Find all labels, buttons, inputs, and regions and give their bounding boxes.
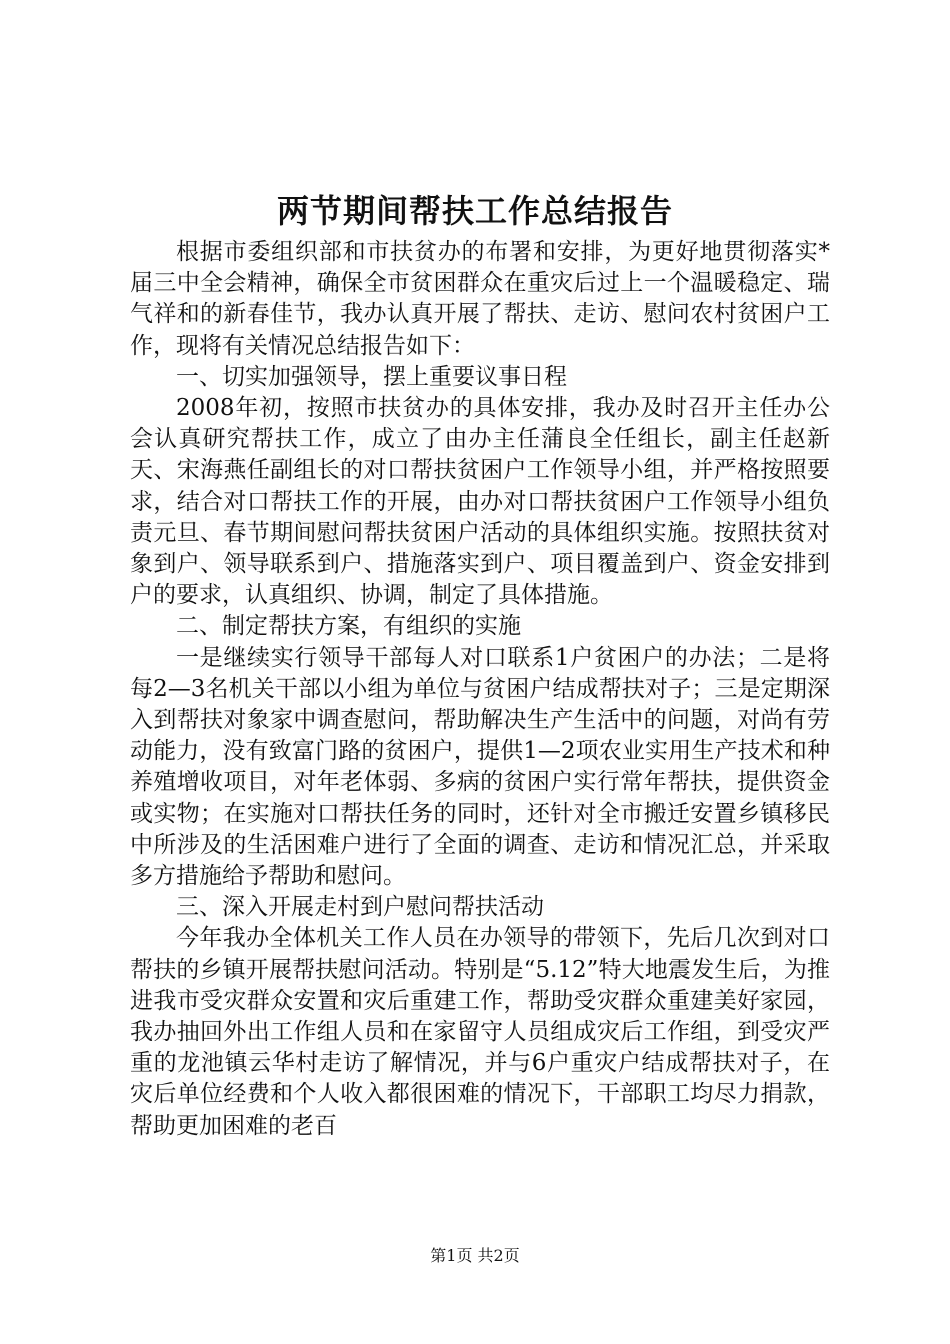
paragraph-section-3: 今年我办全体机关工作人员在办领导的带领下，先后几次到对口帮扶的乡镇开展帮扶慰问活动。特别是“5.12”特大地震发生后，为推进我市受灾群众安置和灾后重建工作，帮助受灾群众重建美好家园，我办抽回外出工作组人员和在家留守人员组成灾后工作组，到受灾严重的龙池镇云华村走访了解情况，并与6户重灾户结成帮扶对子，在灾后单位经费和个人收入都很困难的情况下，干部职工均尽力捐款，帮助更加困难的老百 bbox=[130, 925, 830, 1139]
document-title: 两节期间帮扶工作总结报告 bbox=[276, 192, 673, 230]
section-heading-2: 二、制定帮扶方案，有组织的实施 bbox=[176, 613, 521, 640]
page-number-footer: 第1页 共2页 bbox=[430, 1246, 520, 1265]
document-body bbox=[130, 237, 830, 1142]
paragraph-section-1: 2008年初，按照市扶贫办的具体安排，我办及时召开主任办公会认真研究帮扶工作，成立了由办主任蒲良全任组长，副主任赵新天、宋海燕任副组长的对口帮扶贫困户工作领导小组，并严格按照要求，结合对口帮扶工作的开展，由办对口帮扶贫困户工作领导小组负责元旦、春节期间慰问帮扶贫困户活动的具体组织实施。按照扶贫对象到户、领导联系到户、措施落实到户、项目覆盖到户、资金安排到户的要求，认真组织、协调，制定了具体措施。 bbox=[130, 395, 830, 609]
paragraph-section-2: 一是继续实行领导干部每人对口联系1户贫困户的办法；二是将每2—3名机关干部以小组为单位与贫困户结成帮扶对子；三是定期深入到帮扶对象家中调查慰问，帮助解决生产生活中的问题，对尚有劳动能力，没有致富门路的贫困户，提供1—2项农业实用生产技术和种养殖增收项目，对年老体弱、多病的贫困户实行常年帮扶，提供资金或实物；在实施对口帮扶任务的同时，还针对全市搬迁安置乡镇移民中所涉及的生活困难户进行了全面的调查、走访和情况汇总，并采取多方措施给予帮助和慰问。 bbox=[130, 644, 830, 890]
section-heading-1: 一、切实加强领导，摆上重要议事日程 bbox=[176, 363, 567, 390]
section-heading-3: 三、深入开展走村到户慰问帮扶活动 bbox=[176, 894, 544, 921]
paragraph-intro: 根据市委组织部和市扶贫办的布署和安排，为更好地贯彻落实*届三中全会精神，确保全市贫困群众在重灾后过上一个温暖稳定、瑞气祥和的新春佳节，我办认真开展了帮扶、走访、慰问农村贫困户工作，现将有关情况总结报告如下： bbox=[130, 239, 830, 359]
